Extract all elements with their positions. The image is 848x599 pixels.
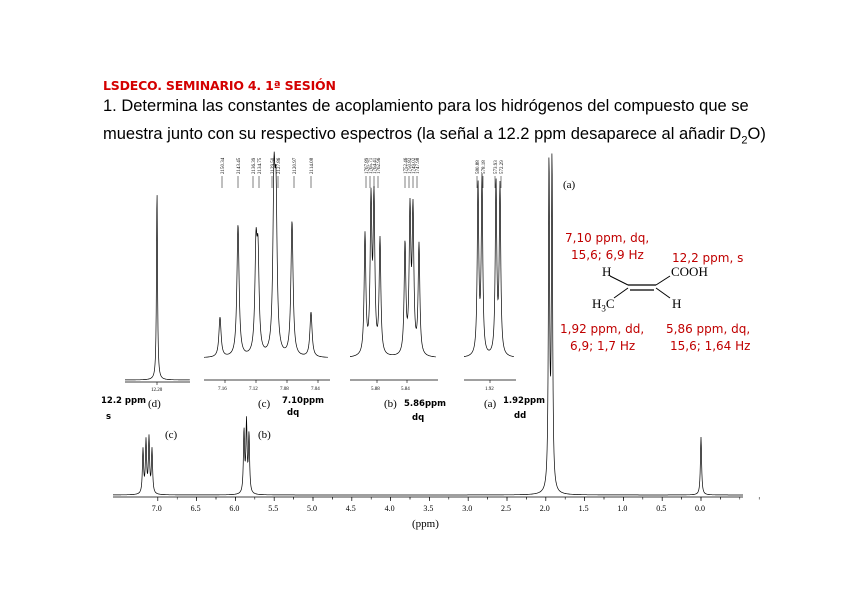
question-line-1: 1. Determina las constantes de acoplamiento para los hidrógenos del compuesto que se — [103, 97, 749, 115]
main-x-tick-label-10: 2.0 — [539, 504, 550, 513]
inset-b-tick-label-1: 5.84 — [401, 387, 410, 392]
inset-b-mult: dq — [412, 413, 425, 423]
inset-b-tick-label-0: 5.88 — [371, 387, 380, 392]
peak-label-a-3: 572.29 — [500, 160, 505, 174]
inset-c-ppm: 7.10ppm — [282, 396, 324, 406]
inset-a-tick-label: 1.92 — [485, 387, 494, 392]
inset-c-tick-label-2: 7.08 — [280, 387, 289, 392]
inset-c-mult: dq — [287, 408, 300, 418]
assignment-122: 12,2 ppm, s — [672, 251, 744, 265]
inset-a-trace — [464, 174, 514, 357]
peak-label-a-2: 573.93 — [494, 160, 499, 174]
molecule-bond-cooh — [656, 276, 670, 285]
inset-b-trace — [350, 186, 436, 357]
main-x-tick-label-14: 0.0 — [695, 504, 705, 513]
peak-label-c-6: 2120.97 — [293, 157, 298, 174]
inset-a-mult: dd — [514, 411, 527, 421]
molecule-bond-h-top — [610, 276, 628, 285]
main-x-axis-label: (ppm) — [412, 518, 439, 530]
molecule-bond-h-bottom — [656, 288, 670, 298]
peak-label-b-1: 1765.71 — [369, 157, 374, 174]
main-x-tick-label-7: 3.5 — [423, 504, 434, 513]
inset-d-ppm: 12.2 ppm — [101, 396, 146, 406]
inset-c-tick-label-1: 7.12 — [249, 387, 258, 392]
molecule-h-top: H — [602, 264, 612, 279]
peak-label-c-4: 2129.50 — [271, 157, 276, 174]
peak-label-b-7: 1747.98 — [416, 157, 421, 174]
molecule-h-bottom: H — [672, 296, 682, 311]
assignment-586: 5,86 ppm, dq, 15,6; 1,64 Hz — [666, 322, 751, 353]
document-header: LSDECO. SEMINARIO 4. 1ª SESIÓN — [103, 78, 336, 93]
peak-label-b-0: 1767.89 — [365, 157, 370, 174]
main-label-c: (c) — [165, 429, 178, 441]
main-x-tick-label-13: 0.5 — [656, 504, 667, 513]
peak-label-c-7: 2114.08 — [310, 157, 315, 174]
molecule-cooh: COOH — [671, 264, 708, 279]
main-x-tick-label-12: 1.0 — [617, 504, 628, 513]
question-line-2: muestra junto con su respectivo espectros (la señal a 12.2 ppm desaparece al añadir $D_2O$) — [103, 125, 766, 147]
inset-d-mult: s — [106, 412, 112, 422]
assignment-710: 7,10 ppm, dq, 15,6; 6,9 Hz — [565, 231, 650, 262]
main-label-a: (a) — [563, 179, 576, 191]
main-x-tick-label-0: 7.0 — [151, 504, 162, 513]
inset-c-tick-label-0: 7.16 — [218, 387, 227, 392]
peak-label-c-5: 2127.86 — [277, 157, 282, 174]
peak-label-b-2: 1764.41 — [373, 157, 378, 174]
peak-label-b-4: 1752.46 — [404, 157, 409, 174]
main-x-tick-label-1: 6.5 — [190, 504, 201, 513]
inset-b-ppm: 5.86ppm — [404, 399, 446, 409]
peak-label-c-1: 2143.45 — [237, 157, 242, 174]
peak-label-c-3: 2134.75 — [258, 157, 263, 174]
inset-c-tick-label-3: 7.04 — [311, 387, 320, 392]
main-spectrum-trace — [113, 154, 743, 496]
peak-label-b-6: 1749.02 — [412, 157, 417, 174]
main-x-tick-label-4: 5.0 — [307, 504, 317, 513]
main-x-tick-label-11: 1.5 — [578, 504, 589, 513]
main-x-tick-label-8: 3.0 — [462, 504, 473, 513]
inset-d-label: (d) — [148, 398, 161, 410]
inset-d-tick-label: 12.20 — [151, 388, 163, 393]
inset-c-trace — [204, 152, 328, 358]
main-label-b: (b) — [258, 429, 271, 441]
main-x-tick-label-5: 4.5 — [345, 504, 356, 513]
peak-label-a-0: 580.88 — [476, 160, 481, 174]
peak-label-c-0: 2150.34 — [221, 157, 226, 174]
molecule-bond-ch3 — [614, 288, 628, 298]
peak-label-b-5: 1750.82 — [408, 157, 413, 174]
main-x-tick-label-3: 5.5 — [268, 504, 279, 513]
inset-c-label: (c) — [258, 398, 271, 410]
peak-label-b-3: 1762.96 — [377, 157, 382, 174]
inset-b-label: (b) — [384, 398, 397, 410]
main-x-tick-label-9: 2.5 — [501, 504, 511, 513]
inset-a-ppm: 1.92ppm — [503, 396, 545, 406]
main-x-tick-label-2: 6.0 — [229, 504, 240, 513]
peak-label-a-1: 578.18 — [482, 160, 487, 174]
inset-a-label: (a) — [484, 398, 497, 410]
inset-d-trace — [125, 195, 190, 380]
assignment-192: 1,92 ppm, dd, 6,9; 1,7 Hz — [560, 322, 645, 353]
peak-label-c-2: 2136.39 — [252, 157, 257, 174]
molecule-h3c: $H_3C$ — [592, 296, 615, 314]
main-x-tick-label-6: 4.0 — [384, 504, 395, 513]
